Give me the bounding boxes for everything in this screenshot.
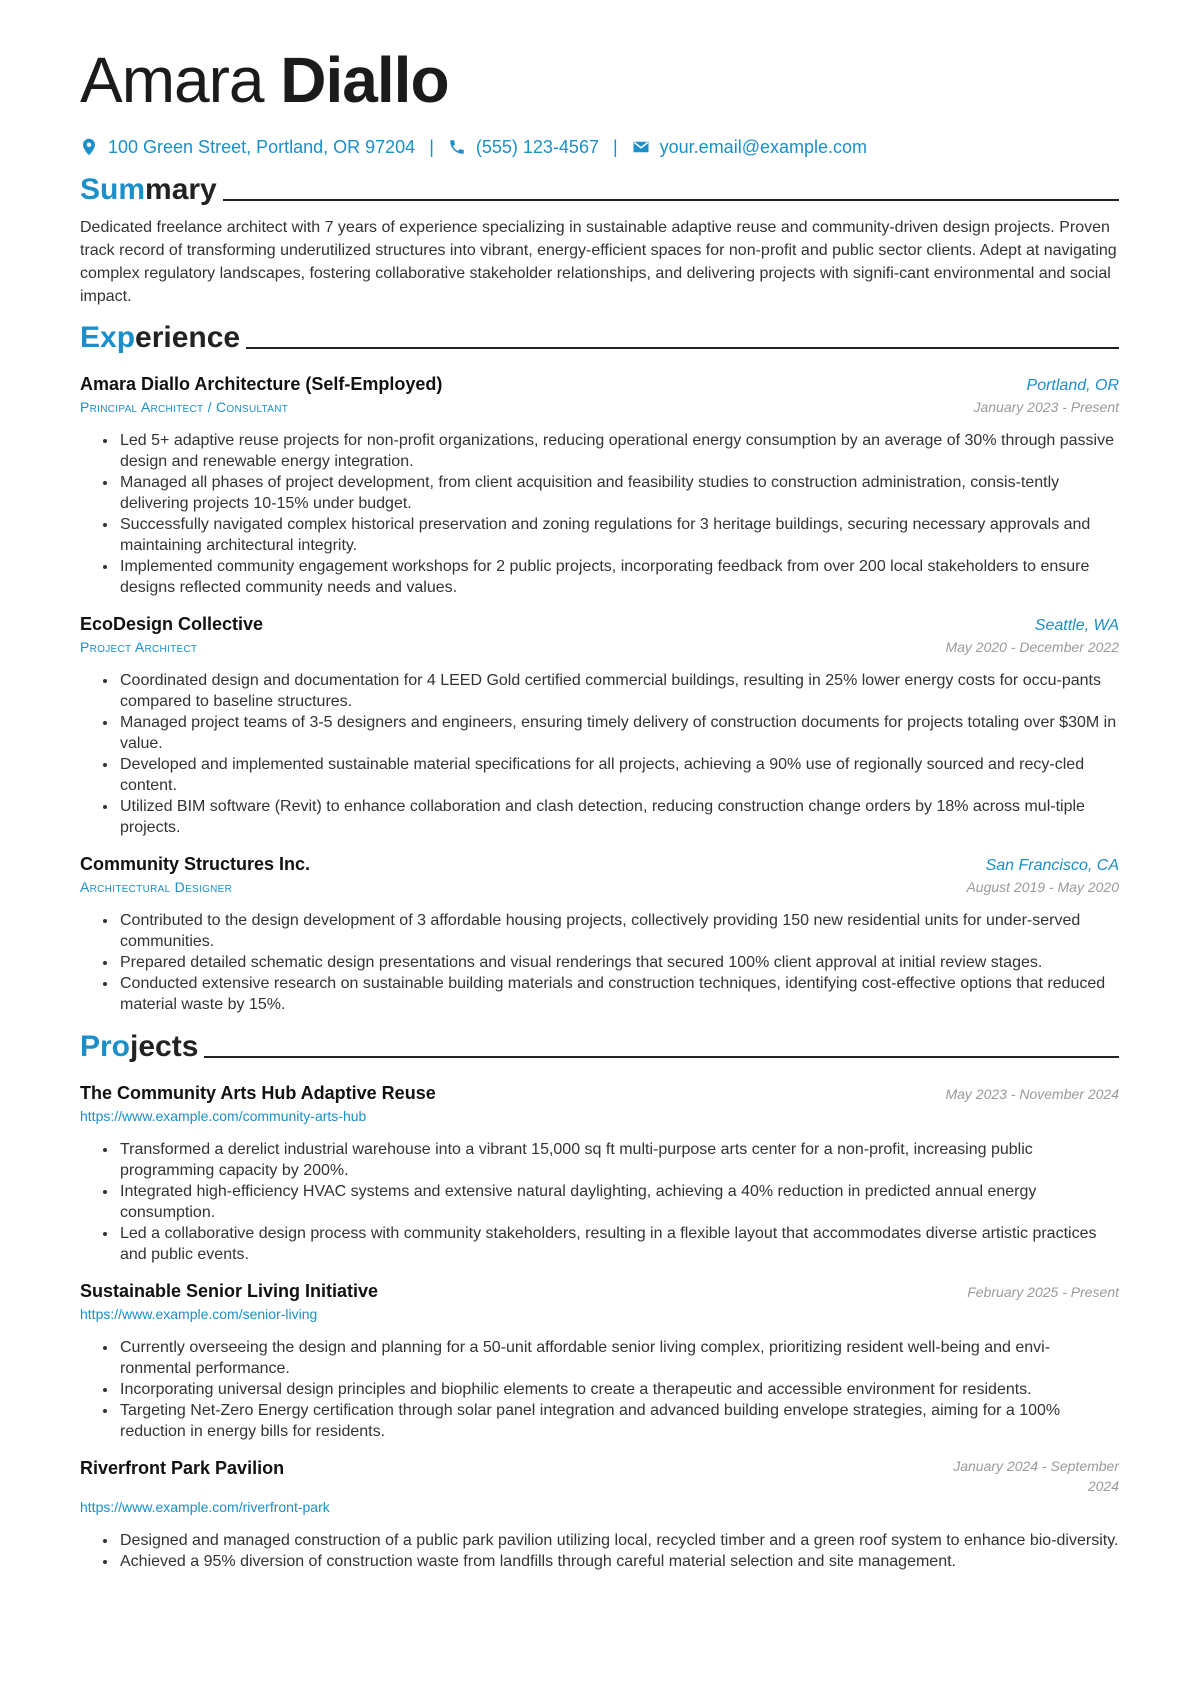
job-location: San Francisco, CA xyxy=(985,857,1119,874)
contact-address xyxy=(80,137,415,158)
contact-phone[interactable] xyxy=(448,137,599,158)
project-link[interactable]: https://www.example.com/community-arts-hub xyxy=(80,1108,367,1124)
job-location: Portland, OR xyxy=(1026,377,1119,394)
list-item: • Successfully navigated complex historical preservation and zoning regulations for 3 heritage buildings, securing necessary approvals and maintaining architectural integrity. xyxy=(118,514,1119,556)
list-item: • Developed and implemented sustainable material specifications for all projects, achieving a 90% use of regionally sourced and recy-cled content. xyxy=(118,754,1119,796)
project-entry xyxy=(80,1279,1119,1442)
company-name: EcoDesign Collective xyxy=(80,614,264,634)
project-title: Riverfront Park Pavilion xyxy=(80,1458,285,1478)
last-name: Diallo xyxy=(280,44,449,116)
list-item: • Managed project teams of 3-5 designers and engineers, ensuring timely delivery of construction documents for projects totaling over $30M in value. xyxy=(118,712,1119,754)
project-dates: February 2025 - Present xyxy=(967,1284,1119,1300)
section-rule xyxy=(204,1056,1119,1058)
project-dates: January 2024 - September 2024 xyxy=(953,1458,1119,1494)
map-pin-icon xyxy=(80,138,98,156)
list-item: • Managed all phases of project development, from client acquisition and feasibility studies to construction administration, consis-tently delivering projects 10-15% under budget. xyxy=(118,472,1119,514)
job-bullets xyxy=(80,670,1119,838)
job-entry xyxy=(80,852,1119,1015)
project-bullets xyxy=(80,1530,1119,1572)
list-item: • Currently overseeing the design and planning for a 50-unit affordable senior living complex, prioritizing resident well-being and envi-ronmental performance. xyxy=(118,1337,1119,1379)
envelope-icon xyxy=(632,138,650,156)
job-dates: May 2020 - December 2022 xyxy=(945,639,1119,655)
list-item: • Implemented community engagement workshops for 2 public projects, incorporating feedback from over 200 local stakeholders to ensure designs reflected community needs and values. xyxy=(118,556,1119,598)
contact-separator: | xyxy=(429,136,434,157)
section-summary xyxy=(80,172,1119,208)
project-entry xyxy=(80,1081,1119,1265)
job-dates: August 2019 - May 2020 xyxy=(966,879,1119,895)
list-item: • Designed and managed construction of a public park pavilion utilizing local, recycled timber and a green roof system to enhance bio-diversity. xyxy=(118,1530,1119,1551)
contact-line xyxy=(80,134,1119,160)
candidate-name xyxy=(80,36,1119,124)
summary-text: Dedicated freelance architect with 7 years of experience specializing in sustainable adaptive reuse and community-driven design projects. Proven track record of transforming underutilized structures into vibrant, energy-efficient spaces for non-profit and public sector clients. Adept at navigating complex regulatory landscapes, fostering collaborative stakeholder relationships, and delivering projects with signifi-cant environmental and social impact. xyxy=(80,219,1117,305)
list-item: • Transformed a derelict industrial warehouse into a vibrant 15,000 sq ft multi-purpose arts center for a non-profit, increasing public programming capacity by 200%. xyxy=(118,1139,1119,1181)
list-item: • Incorporating universal design principles and biophilic elements to create a therapeutic and accessible environment for residents. xyxy=(118,1379,1119,1400)
list-item: • Targeting Net-Zero Energy certification through solar panel integration and advanced building envelope strategies, aiming for a 100% reduction in energy bills for residents. xyxy=(118,1400,1119,1442)
list-item: • Contributed to the design development of 3 affordable housing projects, collectively providing 150 new residential units for under-served communities. xyxy=(118,910,1119,952)
list-item: • Conducted extensive research on sustainable building materials and construction techniques, identifying cost-effective options that reduced material waste by 15%. xyxy=(118,973,1119,1015)
company-name: Amara Diallo Architecture (Self-Employed) xyxy=(80,374,443,394)
project-bullets xyxy=(80,1337,1119,1442)
contact-separator: | xyxy=(612,136,618,157)
job-role: Principal Architect / Consultant xyxy=(80,399,289,415)
section-rule xyxy=(246,347,1119,349)
job-dates: January 2023 - Present xyxy=(973,399,1119,415)
list-item: • Led a collaborative design process with community stakeholders, resulting in a flexible layout that accommodates diverse artistic practices and public events. xyxy=(118,1223,1119,1265)
project-dates: May 2023 - November 2024 xyxy=(945,1086,1119,1102)
job-role: Project Architect xyxy=(80,639,198,655)
job-role: Architectural Designer xyxy=(80,879,233,895)
section-projects xyxy=(80,1029,1119,1065)
company-name: Community Structures Inc. xyxy=(80,854,311,874)
list-item: • Achieved a 95% diversion of construction waste from landfills through careful material selection and site management. xyxy=(118,1551,1119,1572)
job-bullets xyxy=(80,910,1119,1015)
section-heading: Projects xyxy=(80,1030,199,1063)
project-entry xyxy=(80,1456,1119,1572)
address-text: 100 Green Street, Portland, OR 97204 xyxy=(108,136,416,157)
job-entry xyxy=(80,612,1119,838)
section-heading: Summary xyxy=(80,173,217,206)
job-entry xyxy=(80,372,1119,598)
list-item: • Utilized BIM software (Revit) to enhance collaboration and clash detection, reducing construction change orders by 18% across mul-tiple projects. xyxy=(118,796,1119,838)
section-rule xyxy=(223,199,1119,201)
list-item: • Prepared detailed schematic design presentations and visual renderings that secured 100% client approval at initial review stages. xyxy=(118,952,1119,973)
list-item: • Led 5+ adaptive reuse projects for non-profit organizations, reducing operational energy consumption by an average of 30% through passive design and renewable energy integration. xyxy=(118,430,1119,472)
project-link[interactable]: https://www.example.com/riverfront-park xyxy=(80,1499,330,1515)
email-text: your.email@example.com xyxy=(659,136,868,157)
project-link[interactable]: https://www.example.com/senior-living xyxy=(80,1306,318,1322)
first-name: Amara xyxy=(80,44,264,116)
contact-email[interactable] xyxy=(632,137,867,158)
list-item: • Coordinated design and documentation for 4 LEED Gold certified commercial buildings, resulting in 25% lower energy costs for occu-pants compared to baseline structures. xyxy=(118,670,1119,712)
project-title: The Community Arts Hub Adaptive Reuse xyxy=(80,1083,436,1103)
section-heading: Experience xyxy=(80,321,241,354)
section-experience xyxy=(80,320,1119,356)
project-title: Sustainable Senior Living Initiative xyxy=(80,1281,379,1301)
job-location: Seattle, WA xyxy=(1034,617,1119,634)
project-bullets xyxy=(80,1139,1119,1265)
phone-icon xyxy=(448,138,466,156)
phone-text: (555) 123-4567 xyxy=(475,136,599,157)
list-item: • Integrated high-efficiency HVAC systems and extensive natural daylighting, achieving a 40% reduction in predicted annual energy consumption. xyxy=(118,1181,1119,1223)
job-bullets xyxy=(80,430,1119,598)
